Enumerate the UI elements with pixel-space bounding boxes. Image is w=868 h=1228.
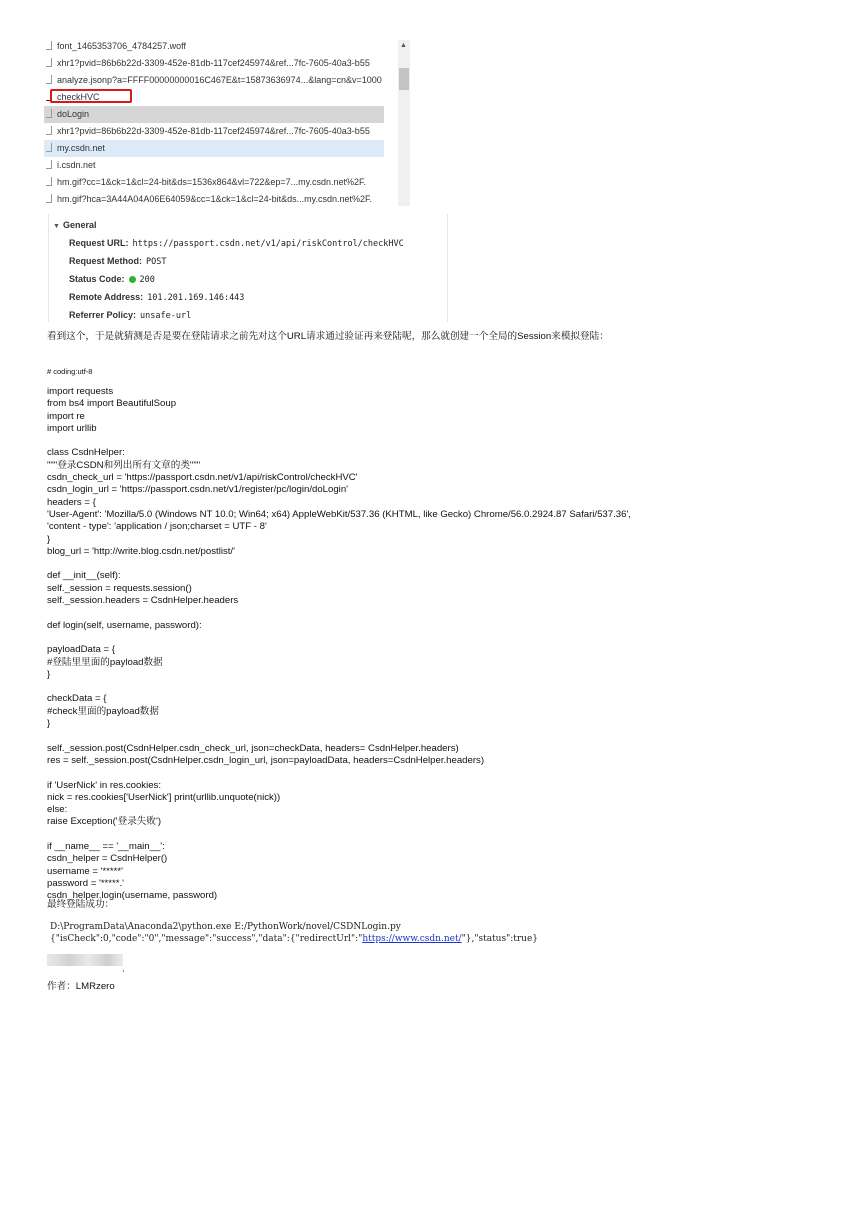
network-row-name: checkHVC [57,92,100,102]
request-url-label: Request URL: [69,238,129,248]
code-line: payloadData = { [47,644,116,656]
code-line [47,829,631,841]
network-row[interactable] [44,55,384,72]
console-result-prefix: {"isCheck":0,"code":"0","message":"success","data":{"redirectUrl":" [50,934,363,944]
collapse-triangle-icon[interactable]: ▼ [53,223,60,230]
request-method-value: POST [146,257,167,267]
network-row[interactable] [44,140,384,157]
code-line: """登录CSDN和列出所有文章的类""" [47,459,201,471]
network-row-name: my.csdn.net [57,143,105,153]
console-line-command: D:\ProgramData\Anaconda2\python.exe E:/PythonWork/novel/CSDNLogin.py [50,922,401,932]
code-line: headers = { [47,496,96,508]
code-line: else: [47,804,68,816]
console-redirect-link[interactable]: https://www.csdn.net/ [362,934,462,944]
file-icon [46,58,52,67]
highlight-box [50,89,132,103]
code-line: self._session.post(CsdnHelper.csdn_check_url, json=checkData, headers= CsdnHelper.headers) [47,742,459,754]
console-result-suffix: "},"status":true} [461,934,539,944]
request-method-row [69,256,166,267]
network-row[interactable] [44,191,384,206]
code-line: username = '*****' [47,865,123,877]
code-line: checkData = { [47,693,107,705]
request-url-value: https://passport.csdn.net/v1/api/riskControl/checkHVC [132,239,404,249]
general-panel [48,214,448,322]
remote-address-value: 101.201.169.146:443 [147,293,245,303]
code-line: class CsdnHelper: [47,447,125,459]
network-request-list [44,38,410,206]
network-row[interactable] [44,38,384,55]
code-line: def login(self, username, password): [47,619,202,631]
network-row-name: font_1465353706_4784257.woff [57,41,186,51]
code-line [47,730,631,742]
network-row[interactable] [44,157,384,174]
general-title: General [62,220,97,230]
code-line: nick = res.cookies['UserNick'] print(urllib.unquote(nick)) [47,791,281,803]
code-line: import requests [47,386,114,397]
code-line: #登陆里里面的payload数据 [47,656,163,668]
coding-comment: # coding:utf-8 [47,367,93,376]
code-line: } [47,718,51,730]
code-line [47,607,631,619]
success-label: 最终登陆成功： [47,899,115,910]
network-row-name: i.csdn.net [57,160,96,170]
network-row[interactable] [44,106,384,123]
file-icon [46,75,52,84]
file-icon [46,160,52,169]
code-line: if __name__ == '__main__': [47,840,165,852]
code-line: } [47,533,51,545]
referrer-policy-value: unsafe-url [140,311,192,321]
code-line: 'content - type': 'application / json;charset = UTF - 8' [47,521,267,533]
request-method-label: Request Method: [69,256,142,266]
general-header[interactable] [53,220,96,230]
code-line: csdn_helper = CsdnHelper() [47,853,168,865]
network-row-name: analyze.jsonp?a=FFFF00000000016C467E&t=15873636974...&lang=cn&v=1000 [57,75,382,85]
code-line: csdn_helper.login(username, password) [47,890,218,902]
code-line: self._session = requests.session() [47,582,192,594]
file-icon [46,41,52,50]
network-row-name: doLogin [57,109,90,119]
code-line [47,558,631,570]
network-row[interactable] [44,174,384,191]
remote-address-label: Remote Address: [69,292,144,302]
status-ok-icon [129,276,136,283]
intro-paragraph: 看到这个，于是就猜测是否是要在登陆请求之前先对这个URL请求通过验证再来登陆呢，那么就创建一个全局的Session来模拟登陆： [47,331,609,342]
code-line: if 'UserNick' in res.cookies: [47,779,162,791]
status-code-value: 200 [139,275,155,285]
code-line: self._session.headers = CsdnHelper.headers [47,595,239,607]
file-icon [46,126,52,135]
network-row-name: hm.gif?cc=1&ck=1&cl=24-bit&ds=1536x864&vl=722&ep=7...my.csdn.net%2F. [57,177,367,187]
code-line: import urllib [47,422,97,434]
referrer-policy-label: Referrer Policy: [69,310,137,320]
code-line: from bs4 import BeautifulSoup [47,398,177,410]
code-line: raise Exception('登录失败') [47,816,162,828]
code-line: blog_url = 'http://write.blog.csdn.net/postlist/' [47,545,235,557]
network-row[interactable] [44,72,384,89]
code-line: #check里面的payload数据 [47,705,159,717]
file-icon [46,177,52,186]
code-line: csdn_login_url = 'https://passport.csdn.net/v1/register/pc/login/doLogin' [47,484,348,496]
blurred-trailing-mark: , [122,963,125,973]
file-icon [46,109,52,118]
network-row-name: xhr1?pvid=86b6b22d-3309-452e-81db-117cef245974&ref...7fc-7605-40a3-b55 [57,58,370,68]
network-row-name: xhr1?pvid=86b6b22d-3309-452e-81db-117cef245974&ref...7fc-7605-40a3-b55 [57,126,370,136]
code-line [47,681,631,693]
file-icon [46,143,52,152]
status-code-label: Status Code: [69,274,125,284]
remote-address-row [69,292,244,303]
console-output [50,922,538,944]
request-url-row [69,238,404,249]
code-line [47,632,631,644]
author-line: 作者：LMRzero [47,981,115,992]
code-line: res = self._session.post(CsdnHelper.csdn_login_url, json=payloadData, headers=CsdnHelper.headers) [47,754,485,766]
scroll-thumb[interactable] [399,68,409,90]
code-line: csdn_check_url = 'https://passport.csdn.net/v1/api/riskControl/checkHVC' [47,472,358,484]
scroll-up-icon[interactable]: ▲ [400,42,407,49]
code-block [47,386,631,902]
code-line: import re [47,410,85,422]
code-line: def __init__(self): [47,570,121,582]
code-line: 'User-Agent': 'Mozilla/5.0 (Windows NT 10.0; Win64; x64) AppleWebKit/537.36 (KHTML, like Gecko) Chrome/56.0.2924.87 Safari/537.36', [47,508,631,520]
code-line: password = '*****.' [47,877,124,889]
console-line-result [50,934,538,944]
status-code-row [69,274,155,285]
network-row-name: hm.gif?hca=3A44A04A06E64059&cc=1&ck=1&cl=24-bit&ds...my.csdn.net%2F. [57,194,373,204]
code-line [47,767,631,779]
file-icon [46,194,52,203]
blurred-username [47,954,123,966]
scrollbar[interactable] [398,40,410,206]
referrer-policy-row [69,310,191,321]
code-line [47,435,631,447]
network-row[interactable] [44,123,384,140]
code-line: } [47,668,51,680]
